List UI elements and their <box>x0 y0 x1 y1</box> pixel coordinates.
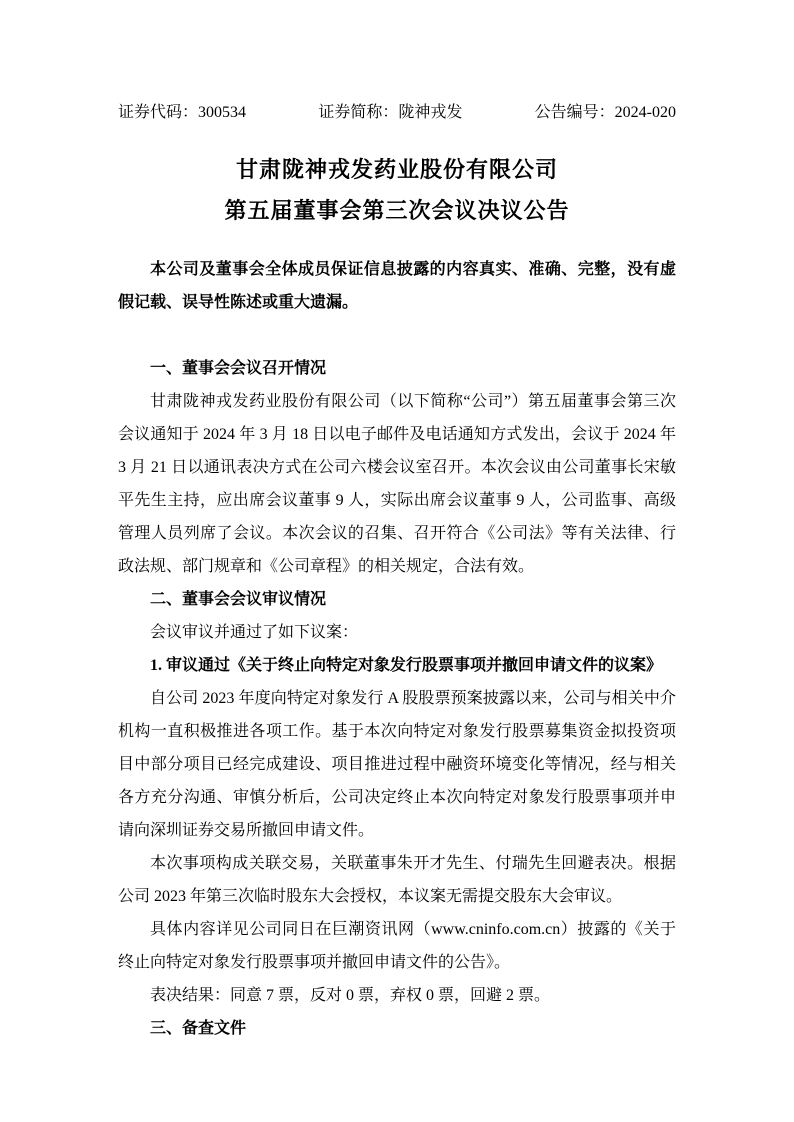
body-paragraph: 自公司 2023 年度向特定对象发行 A 股股票预案披露以来，公司与相关中介机构一直积极推进各项工作。基于本次向特定对象发行股票募集资金拟投资项目中部分项目已经完成建设、项目推进过程中融资环境变化等情况，经与相关各方充分沟通、审慎分析后，公司决定终止本次向特定对象发行股票事项并申请向深圳证券交易所撤回申请文件。 <box>118 690 676 839</box>
disclaimer-statement: 本公司及董事会全体成员保证信息披露的内容真实、准确、完整，没有虚假记载、误导性陈述或重大遗漏。 <box>118 261 676 311</box>
section-heading: 二、董事会会议审议情况 <box>150 591 327 608</box>
body-paragraph: 本次事项构成关联交易，关联董事朱开才先生、付瑞先生回避表决。根据公司 2023 年第三次临时股东大会授权，本议案无需提交股东大会审议。 <box>118 855 676 905</box>
section-heading: 1. 审议通过《关于终止向特定对象发行股票事项并撤回申请文件的议案》 <box>150 657 663 674</box>
stock-abbreviation: 证券简称：陇神戎发 <box>318 104 463 121</box>
announcement-number: 公告编号：2024-020 <box>534 104 676 121</box>
body-paragraph: 甘肃陇神戎发药业股份有限公司（以下简称“公司”）第五届董事会第三次会议通知于 2024 年 3 月 18 日以电子邮件及电话通知方式发出，会议于 2024 年 3 月 21 日以通讯表决方式在公司六楼会议室召开。本次会议由公司董事长宋敏平先生主持，应出席会议董事 9 人，实际出席会议董事 9 人，公司监事、高级管理人员列席了会议。本次会议的召集、召开符合《公司法》等有关法律、行政法规、部门规章和《公司章程》的相关规定，合法有效。 <box>118 393 676 575</box>
document-title-line1: 甘肃陇神戎发药业股份有限公司 <box>235 157 558 182</box>
document-body <box>118 352 676 1045</box>
body-paragraph: 会议审议并通过了如下议案： <box>150 624 359 641</box>
stock-code: 证券代码：300534 <box>118 104 247 121</box>
body-paragraph: 表决结果：同意 7 票，反对 0 票，弃权 0 票，回避 2 票。 <box>150 987 551 1004</box>
section-heading: 三、备查文件 <box>150 1020 247 1037</box>
document-title-line2: 第五届董事会第三次会议决议公告 <box>224 198 570 223</box>
section-heading: 一、董事会会议召开情况 <box>150 360 327 377</box>
body-paragraph: 具体内容详见公司同日在巨潮资讯网（www.cninfo.com.cn）披露的《关于终止向特定对象发行股票事项并撤回申请文件的公告》。 <box>118 921 676 971</box>
document-header <box>118 103 676 123</box>
